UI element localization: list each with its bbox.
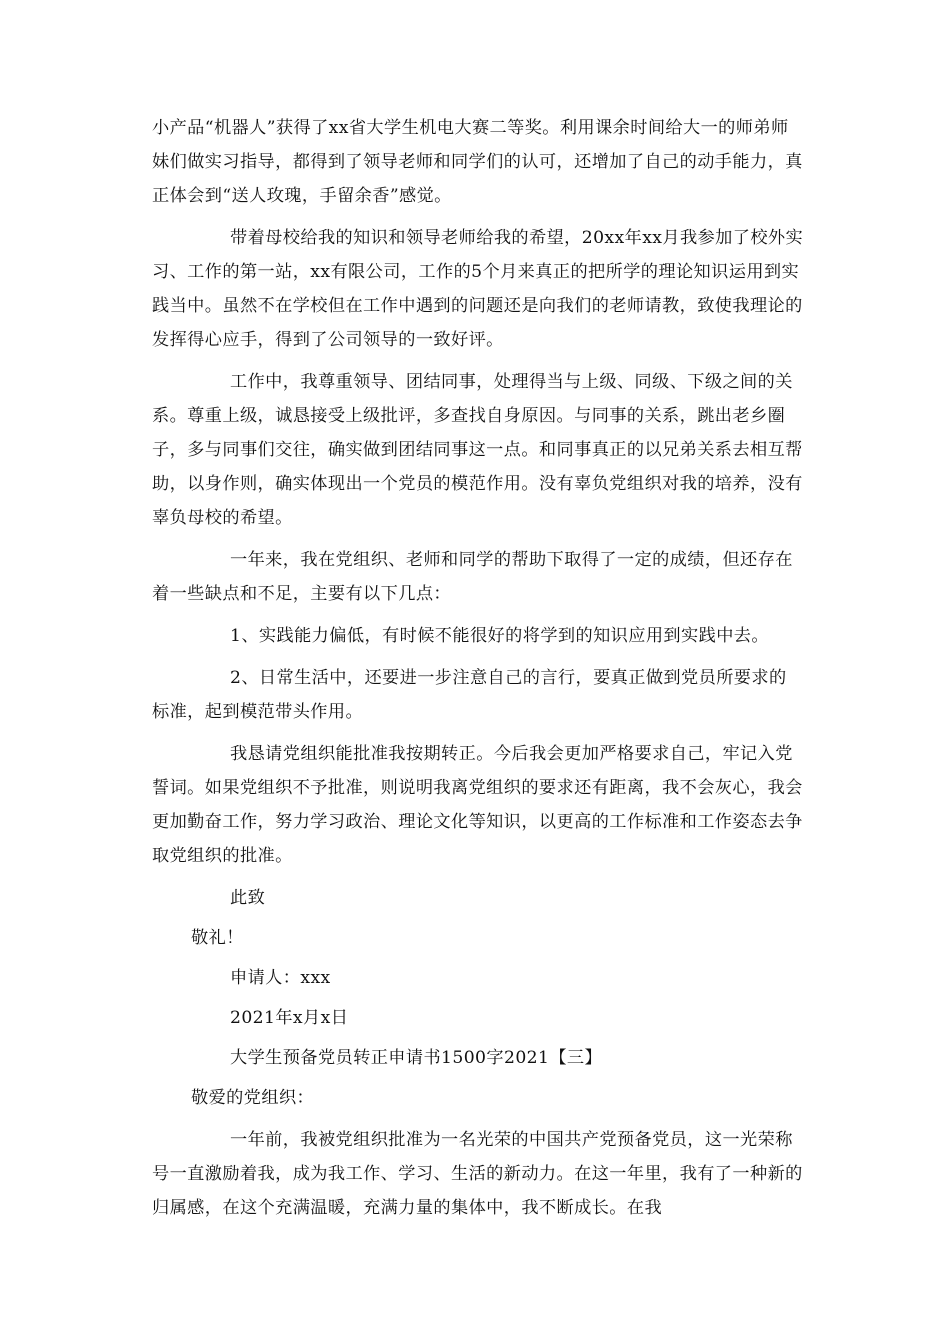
closing-jingli: 敬礼！: [191, 928, 244, 948]
applicant-name: 申请人：xxx: [230, 968, 331, 988]
paragraph-internship: 带着母校给我的知识和领导老师给我的希望，20xx年xx月我参加了校外实习、工作的第一站，xx有限公司，工作的5个月来真正的把所学的理论知识运用到实践当中。虽然不在学校但在工作中遇到的问题还是向我们的老师请教，致使我理论的发挥得心应手，得到了公司领导的一致好评。: [152, 228, 804, 350]
paragraph-opening: 一年前，我被党组织批准为一名光荣的中国共产党预备党员，这一光荣称号一直激励着我，成为我工作、学习、生活的新动力。在这一年里，我有了一种新的归属感，在这个充满温暖，充满力量的集体中，我不断成长。在我: [152, 1130, 803, 1218]
paragraph-work-relations: 工作中，我尊重领导、团结同事，处理得当与上级、同级、下级之间的关系。尊重上级，诚恳接受上级批评，多查找自身原因。与同事的关系，跳出老乡圈子，多与同事们交往，确实做到团结同事这一点。和同事真正的以兄弟关系去相互帮助，以身作则，确实体现出一个党员的模范作用。没有辜负党组织对我的培养，没有辜负母校的希望。: [152, 372, 803, 528]
paragraph-request: 我恳请党组织能批准我按期转正。今后我会更加严格要求自己，牢记入党誓词。如果党组织不予批准，则说明我离党组织的要求还有距离，我不会灰心，我会更加勤奋工作，努力学习政治、理论文化等知识，以更高的工作标准和工作姿态去争取党组织的批准。: [152, 744, 803, 866]
document-body: [152, 111, 804, 1225]
paragraph-shortcoming-2: 2、日常生活中，还要进一步注意自己的言行，要真正做到党员所要求的标准，起到模范带头作用。: [152, 668, 787, 722]
paragraph-shortcoming-1: 1、实践能力偏低，有时候不能很好的将学到的知识应用到实践中去。: [230, 626, 769, 646]
application-date: 2021年x月x日: [230, 1008, 349, 1028]
paragraph-achievement: 小产品“机器人”获得了xx省大学生机电大赛二等奖。利用课余时间给大一的师弟师妹们做实习指导，都得到了领导老师和同学们的认可，还增加了自己的动手能力，真正体会到“送人玫瑰，手留余香”感觉。: [152, 118, 803, 206]
section-title: 大学生预备党员转正申请书1500字2021【三】: [230, 1048, 603, 1068]
salutation: 敬爱的党组织：: [191, 1088, 315, 1108]
closing-cizhi: 此致: [230, 888, 266, 908]
paragraph-shortcomings-intro: 一年来，我在党组织、老师和同学的帮助下取得了一定的成绩，但还存在着一些缺点和不足，主要有以下几点：: [152, 550, 793, 604]
